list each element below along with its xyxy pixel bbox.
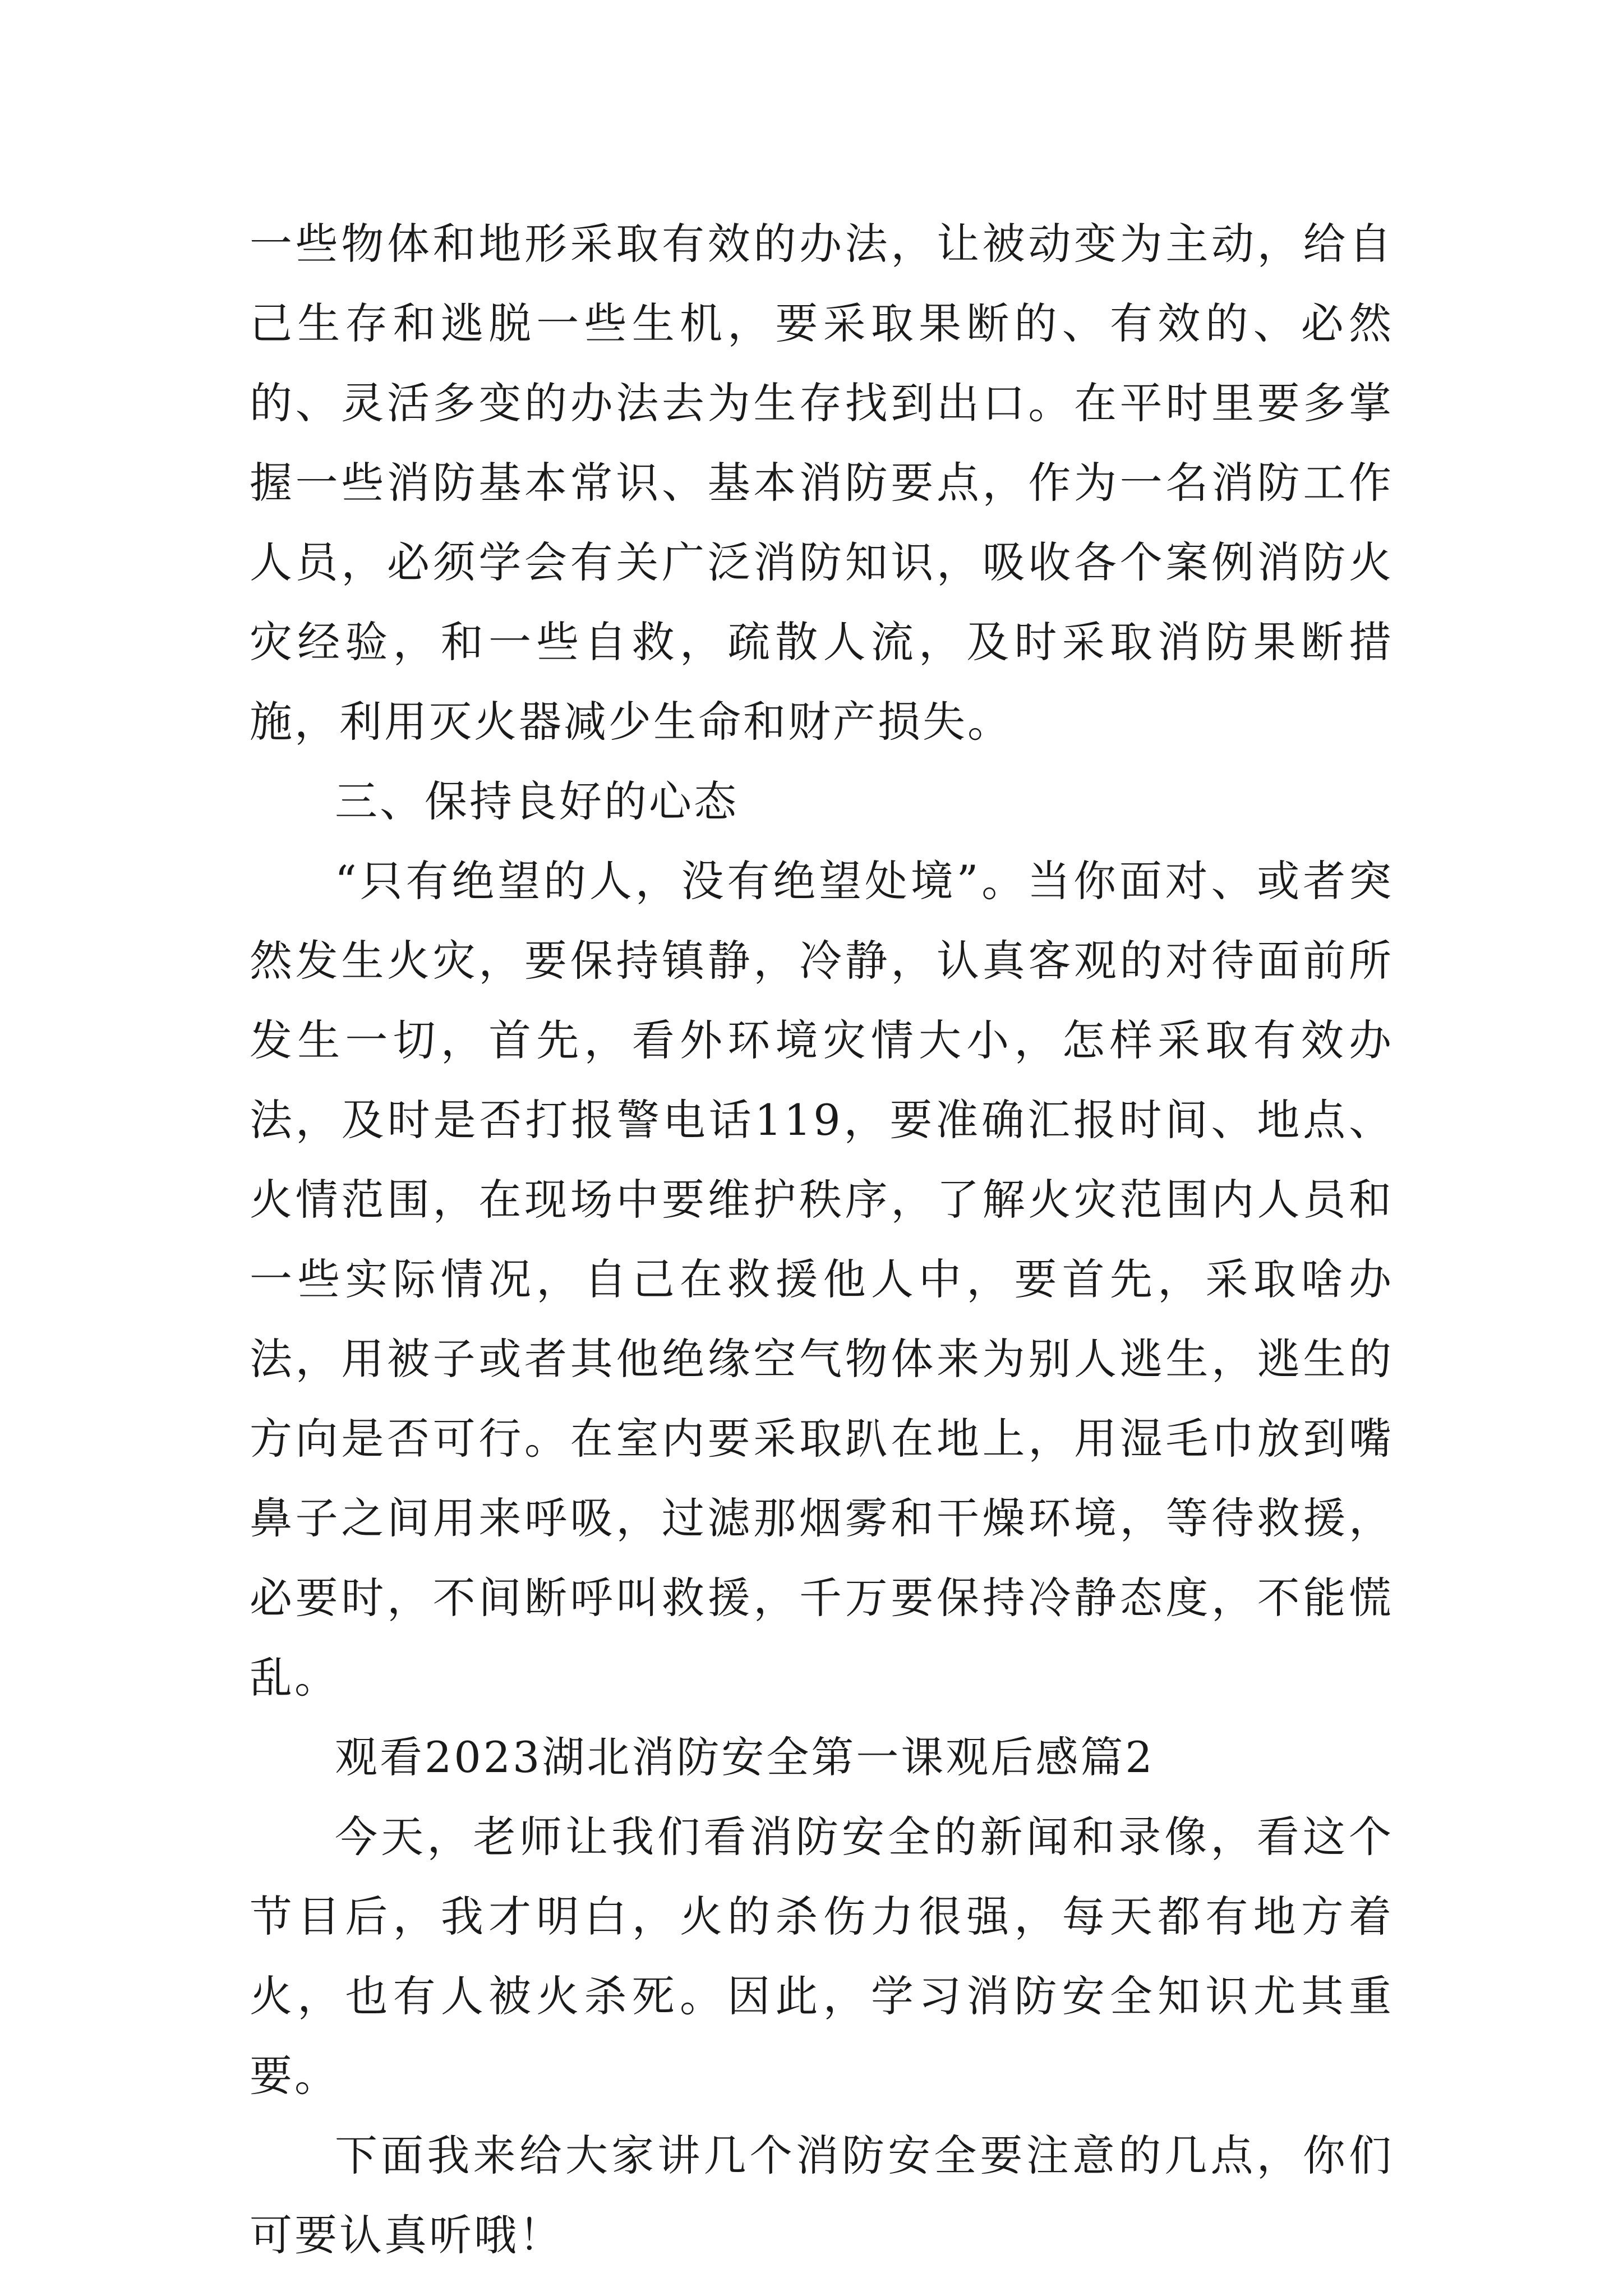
paragraph-intro: 今天，老师让我们看消防安全的新闻和录像，看这个节目后，我才明白，火的杀伤力很强，每天都有地方着火，也有人被火杀死。因此，学习消防安全知识尤其重要。 [250,1812,1394,2101]
article-title: 观看2023湖北消防安全第一课观后感篇2 [335,1732,1155,1782]
section-heading: 三、保持良好的心态 [335,776,739,826]
document-body [250,204,1394,2275]
paragraph-continuation: 一些物体和地形采取有效的办法，让被动变为主动，给自己生存和逃脱一些生机，要采取果断的、有效的、必然的、灵活多变的办法去为生存找到出口。在平时里要多掌握一些消防基本常识、基本消防要点，作为一名消防工作人员，必须学会有关广泛消防知识，吸收各个案例消防火灾经验，和一些自救，疏散人流，及时采取消防果断措施，利用灭火器减少生命和财产损失。 [250,219,1394,747]
paragraph-points: 下面我来给大家讲几个消防安全要注意的几点，你们可要认真听哦！ [250,2131,1394,2260]
paragraph-calm-attitude: “只有绝望的人，没有绝望处境”。当你面对、或者突然发生火灾，要保持镇静，冷静，认真客观的对待面前所发生一切，首先，看外环境灾情大小，怎样采取有效办法，及时是否打报警电话119，要准确汇报时间、地点、火情范围，在现场中要维护秩序，了解火灾范围内人员和一些实际情况，自己在救援他人中，要首先，采取啥办法，用被子或者其他绝缘空气物体来为别人逃生，逃生的方向是否可行。在室内要采取趴在地上，用湿毛巾放到嘴鼻子之间用来呼吸，过滤那烟雾和干燥环境，等待救援，必要时，不间断呼叫救援，千万要保持冷静态度，不能慌乱。 [250,856,1394,1703]
